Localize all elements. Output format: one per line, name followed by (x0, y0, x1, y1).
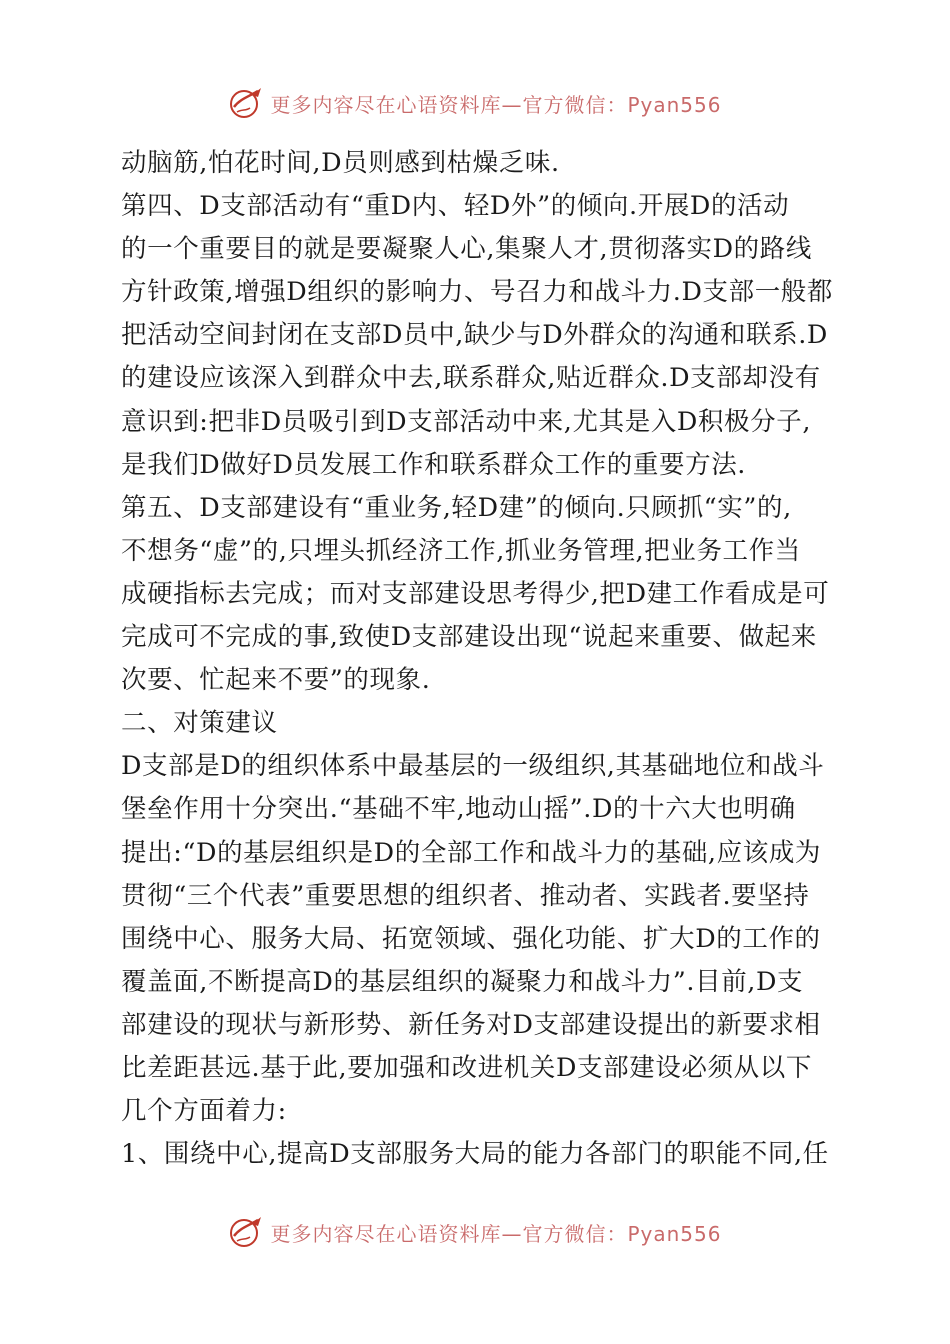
document-body (121, 142, 841, 1176)
text-line: 第五、D支部建设有“重业务,轻D建”的倾向.只顾抓“实”的, (121, 492, 792, 523)
text-line: 的一个重要目的就是要凝聚人心,集聚人才,贯彻落实D的路线 (121, 234, 812, 265)
text-line: 比差距甚远.基于此,要加强和改进机关D支部建设必须从以下 (121, 1052, 812, 1083)
text-line: 几个方面着力: (121, 1096, 287, 1127)
text-line: 提出:“D的基层组织是D的全部工作和战斗力的基础,应该成为 (121, 837, 822, 868)
text-line: 堡垒作用十分突出.“基础不牢,地动山摇”.D的十六大也明确 (121, 794, 796, 825)
footer-banner (0, 1212, 950, 1252)
text-line: 的建设应该深入到群众中去,联系群众,贴近群众.D支部却没有 (121, 363, 821, 394)
header-banner (0, 83, 950, 123)
text-line: 意识到:把非D员吸引到D支部活动中来,尤其是入D积极分子, (121, 406, 812, 437)
pen-logo-icon (228, 1214, 264, 1250)
text-line: 部建设的现状与新形势、新任务对D支部建设提出的新要求相 (121, 1009, 821, 1040)
text-line: 贯彻“三个代表”重要思想的组织者、推动者、实践者.要坚持 (121, 880, 810, 911)
text-line: 方针政策,增强D组织的影响力、号召力和战斗力.D支部一般都 (121, 277, 834, 308)
text-line: 围绕中心、服务大局、拓宽领域、强化功能、扩大D的工作的 (121, 923, 821, 954)
pen-logo-icon (228, 85, 264, 121)
text-line: D支部是D的组织体系中最基层的一级组织,其基础地位和战斗 (121, 751, 825, 782)
text-line: 把活动空间封闭在支部D员中,缺少与D外群众的沟通和联系.D (121, 320, 828, 351)
text-line: 完成可不完成的事,致使D支部建设出现“说起来重要、做起来 (121, 622, 817, 653)
text-line: 成硬指标去完成；而对支部建设思考得少,把D建工作看成是可 (121, 578, 830, 609)
text-line: 第四、D支部活动有“重D内、轻D外”的倾向.开展D的活动 (121, 191, 790, 222)
text-line: 1、围绕中心,提高D支部服务大局的能力各部门的职能不同,任 (121, 1139, 829, 1170)
text-line: 次要、忙起来不要”的现象. (121, 665, 431, 696)
text-line: 动脑筋,怕花时间,D员则感到枯燥乏味. (121, 148, 560, 178)
text-line: 不想务“虚”的,只埋头抓经济工作,抓业务管理,把业务工作当 (121, 535, 801, 566)
header-banner-text: 更多内容尽在心语资料库—官方微信：Pyan556 (270, 92, 722, 117)
text-line: 二、对策建议 (121, 708, 278, 739)
text-line: 覆盖面,不断提高D的基层组织的凝聚力和战斗力”.目前,D支 (121, 966, 804, 997)
footer-banner-text: 更多内容尽在心语资料库—官方微信：Pyan556 (270, 1221, 722, 1246)
text-line: 是我们D做好D员发展工作和联系群众工作的重要方法. (121, 449, 746, 480)
